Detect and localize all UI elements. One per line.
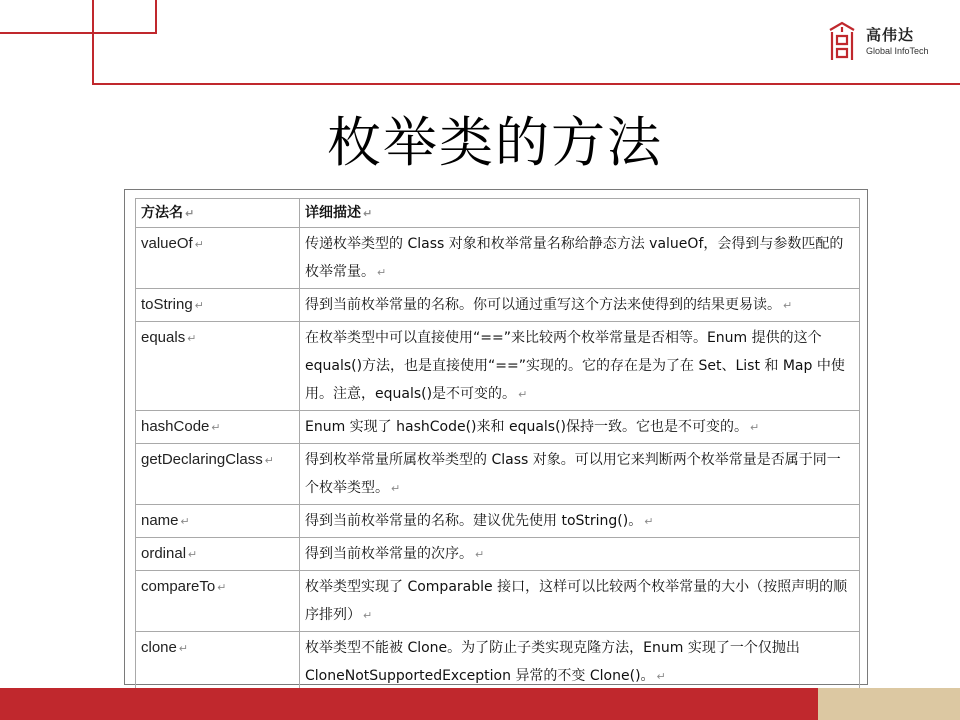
- method-name-cell: toString ↵: [136, 289, 300, 322]
- table-header-row: [136, 199, 860, 228]
- table-row: [136, 571, 860, 632]
- table-row: [136, 228, 860, 289]
- method-name-cell: equals ↵: [136, 322, 300, 411]
- logo-name-en: Global InfoTech: [866, 46, 929, 56]
- method-desc-cell: 得到当前枚举常量的名称。你可以通过重写这个方法来使得到的结果更易读。 ↵: [300, 289, 860, 322]
- methods-table: [135, 198, 860, 693]
- logo-name-cn: 高伟达: [866, 26, 915, 44]
- method-desc-cell: 传递枚举类型的 Class 对象和枚举常量名称给静态方法 valueOf，会得到与参数匹配的枚举常量。 ↵: [300, 228, 860, 289]
- method-desc-cell: Enum 实现了 hashCode()来和 equals()保持一致。它也是不可变的。 ↵: [300, 411, 860, 444]
- method-desc-cell: 枚举类型实现了 Comparable 接口，这样可以比较两个枚举常量的大小（按照声明的顺序排列） ↵: [300, 571, 860, 632]
- table-frame: [124, 189, 868, 685]
- method-name-cell: hashCode ↵: [136, 411, 300, 444]
- company-logo: [826, 18, 954, 64]
- method-desc-cell: 在枚举类型中可以直接使用“==”来比较两个枚举常量是否相等。Enum 提供的这个 equals()方法，也是直接使用“==”实现的。它的存在是为了在 Set、List 和 Map 中使用。注意，equals()是不可变的。 ↵: [300, 322, 860, 411]
- table-row: [136, 322, 860, 411]
- method-desc-cell: 得到枚举常量所属枚举类型的 Class 对象。可以用它来判断两个枚举常量是否属于同一个枚举类型。 ↵: [300, 444, 860, 505]
- header-method-name: 方法名 ↵: [136, 199, 300, 228]
- decorative-line: [92, 83, 960, 85]
- logo-mark-icon: [826, 20, 858, 62]
- table-row: [136, 411, 860, 444]
- method-desc-cell: 得到当前枚举常量的名称。建议优先使用 toString()。 ↵: [300, 505, 860, 538]
- method-name-cell: getDeclaringClass ↵: [136, 444, 300, 505]
- method-desc-cell: 得到当前枚举常量的次序。 ↵: [300, 538, 860, 571]
- method-name-cell: compareTo ↵: [136, 571, 300, 632]
- table-row: [136, 289, 860, 322]
- footer-bar-tan: [818, 688, 960, 720]
- slide-title: 枚举类的方法: [327, 111, 663, 174]
- method-desc-cell: 枚举类型不能被 Clone。为了防止子类实现克隆方法，Enum 实现了一个仅抛出 CloneNotSupportedException 异常的不变 Clone()。 ↵: [300, 632, 860, 693]
- method-name-cell: clone ↵: [136, 632, 300, 693]
- method-name-cell: ordinal ↵: [136, 538, 300, 571]
- decorative-line: [155, 0, 157, 34]
- header-description: 详细描述 ↵: [300, 199, 860, 228]
- table-row: [136, 444, 860, 505]
- table-row: [136, 632, 860, 693]
- table-row: [136, 538, 860, 571]
- decorative-line: [0, 32, 155, 34]
- footer-bar-red: [0, 688, 818, 720]
- table-row: [136, 505, 860, 538]
- method-name-cell: valueOf ↵: [136, 228, 300, 289]
- decorative-line: [92, 0, 94, 84]
- method-name-cell: name ↵: [136, 505, 300, 538]
